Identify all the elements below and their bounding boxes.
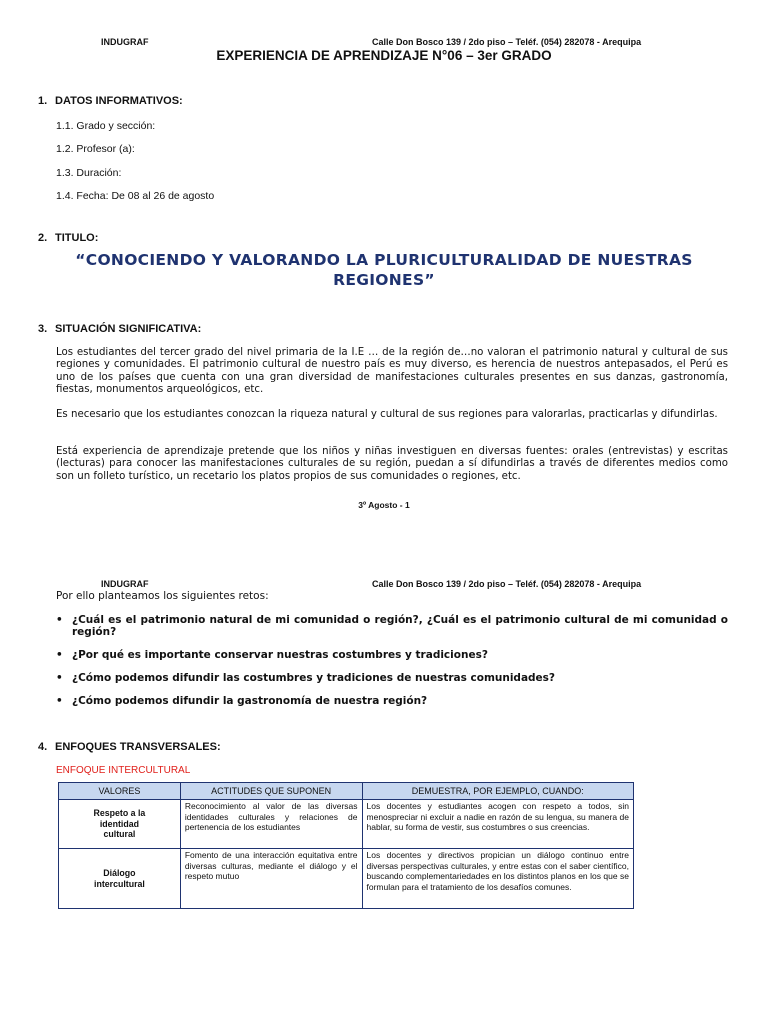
experience-title <box>40 250 728 290</box>
datos-item-duracion: 1.3. Duración: <box>56 167 122 179</box>
section-number: 3. <box>38 323 48 335</box>
table-row <box>59 800 634 849</box>
table-cell-actitud: Fomento de una interacción equitativa entre diversas culturas, mediante el diálogo y el respeto mutuo <box>180 849 362 909</box>
section-titulo-heading <box>38 232 98 244</box>
header-org: INDUGRAF <box>101 579 149 589</box>
reto-text: ¿Por qué es importante conservar nuestras costumbres y tradiciones? <box>72 649 488 661</box>
section-number: 2. <box>38 232 48 244</box>
list-item <box>56 614 728 638</box>
section-title: DATOS INFORMATIVOS: <box>55 95 183 107</box>
section-title: SITUACIÓN SIGNIFICATIVA: <box>55 323 202 335</box>
table-cell-actitud: Reconocimiento al valor de las diversas identidades culturales y relaciones de pertenencia de los estudiantes <box>180 800 362 849</box>
page-footer: 3º Agosto - 1 <box>358 500 410 510</box>
datos-item-fecha: 1.4. Fecha: De 08 al 26 de agosto <box>56 190 215 202</box>
document-title: EXPERIENCIA DE APRENDIZAJE N°06 – 3er GRADO <box>216 48 552 63</box>
list-item <box>56 649 728 661</box>
section-number: 4. <box>38 741 48 753</box>
reto-text: ¿Cómo podemos difundir las costumbres y tradiciones de nuestras comunidades? <box>72 672 556 684</box>
header-address: Calle Don Bosco 139 / 2do piso – Teléf. (054) 282078 - Arequipa <box>372 37 642 47</box>
bullet-icon: • <box>56 695 63 707</box>
table-row <box>59 849 634 909</box>
situacion-paragraph-1: Los estudiantes del tercer grado del nivel primaria de la I.E … de la región de…no valoran el patrimonio natural y cultural de sus regiones y comunidades. El patrimonio cultural de nuestro país es muy diverso, es herencia de nuestros antepasados, el Perú es uno de los países que cuenta con una gran diversidad de manifestaciones culturales presentes en sus danzas, gastronomía, fiestas, monumentos arqueológicos, etc. <box>56 347 728 395</box>
situacion-paragraph-3: Está experiencia de aprendizaje pretende que los niños y niñas investiguen en diversas fuentes: orales (entrevistas) y escritas (lecturas) para conocer las manifestaciones culturales de su región, puedan a sí difundirlas a través de diferentes medios como son un folleto turístico, un recetario los platos propios de sus comunidades o regiones, etc. <box>56 446 728 482</box>
valor-text: Diálogo intercultural <box>94 868 145 889</box>
section-title: TITULO: <box>55 232 99 244</box>
reto-text: ¿Cómo podemos difundir la gastronomía de nuestra región? <box>72 695 428 707</box>
section-title: ENFOQUES TRANSVERSALES: <box>55 741 221 753</box>
values-table <box>58 782 634 909</box>
column-header-actitudes: ACTITUDES QUE SUPONEN <box>180 783 362 800</box>
reto-text: ¿Cuál es el patrimonio natural de mi comunidad o región?, ¿Cuál es el patrimonio cultural de mi comunidad o región? <box>72 614 728 638</box>
retos-list <box>56 614 728 718</box>
section-enfoques-heading <box>38 741 221 753</box>
table-cell-valor <box>59 800 181 849</box>
bullet-icon: • <box>56 672 63 684</box>
datos-item-grado: 1.1. Grado y sección: <box>56 120 156 132</box>
list-item <box>56 695 728 707</box>
table-cell-ejemplo: Los docentes y estudiantes acogen con respeto a todos, sin menospreciar ni excluir a nadie en razón de su lengua, su manera de hablar, su forma de vestir, sus costumbres o sus creencias. <box>362 800 633 849</box>
column-header-demuestra: DEMUESTRA, POR EJEMPLO, CUANDO: <box>362 783 633 800</box>
bullet-icon: • <box>56 614 63 626</box>
bullet-icon: • <box>56 649 63 661</box>
column-header-valores: VALORES <box>59 783 181 800</box>
valor-text: Respeto a la identidad cultural <box>93 808 146 840</box>
situacion-paragraph-2: Es necesario que los estudiantes conozcan la riqueza natural y cultural de sus regiones para valorarlas, practicarlas y difundirlas. <box>56 409 718 420</box>
table-cell-valor <box>59 849 181 909</box>
retos-intro: Por ello planteamos los siguientes retos: <box>56 590 269 602</box>
header-org: INDUGRAF <box>101 37 149 47</box>
table-cell-ejemplo: Los docentes y directivos propician un diálogo continuo entre diversas perspectivas culturales, y entre estas con el saber científico, buscando complementariedades en los distintos planos en los que se formulan para el tratamiento de los desafíos comunes. <box>362 849 633 909</box>
datos-item-profesor: 1.2. Profesor (a): <box>56 143 135 155</box>
section-datos-heading <box>38 95 183 107</box>
table-header-row <box>59 783 634 800</box>
section-situacion-heading <box>38 323 201 335</box>
experience-title-line-1: “CONOCIENDO Y VALORANDO LA PLURICULTURALIDAD DE NUESTRAS <box>75 251 693 269</box>
enfoque-label: ENFOQUE INTERCULTURAL <box>56 765 191 776</box>
experience-title-line-2: REGIONES” <box>333 271 435 289</box>
header-address: Calle Don Bosco 139 / 2do piso – Teléf. (054) 282078 - Arequipa <box>372 579 642 589</box>
section-number: 1. <box>38 95 48 107</box>
list-item <box>56 672 728 684</box>
